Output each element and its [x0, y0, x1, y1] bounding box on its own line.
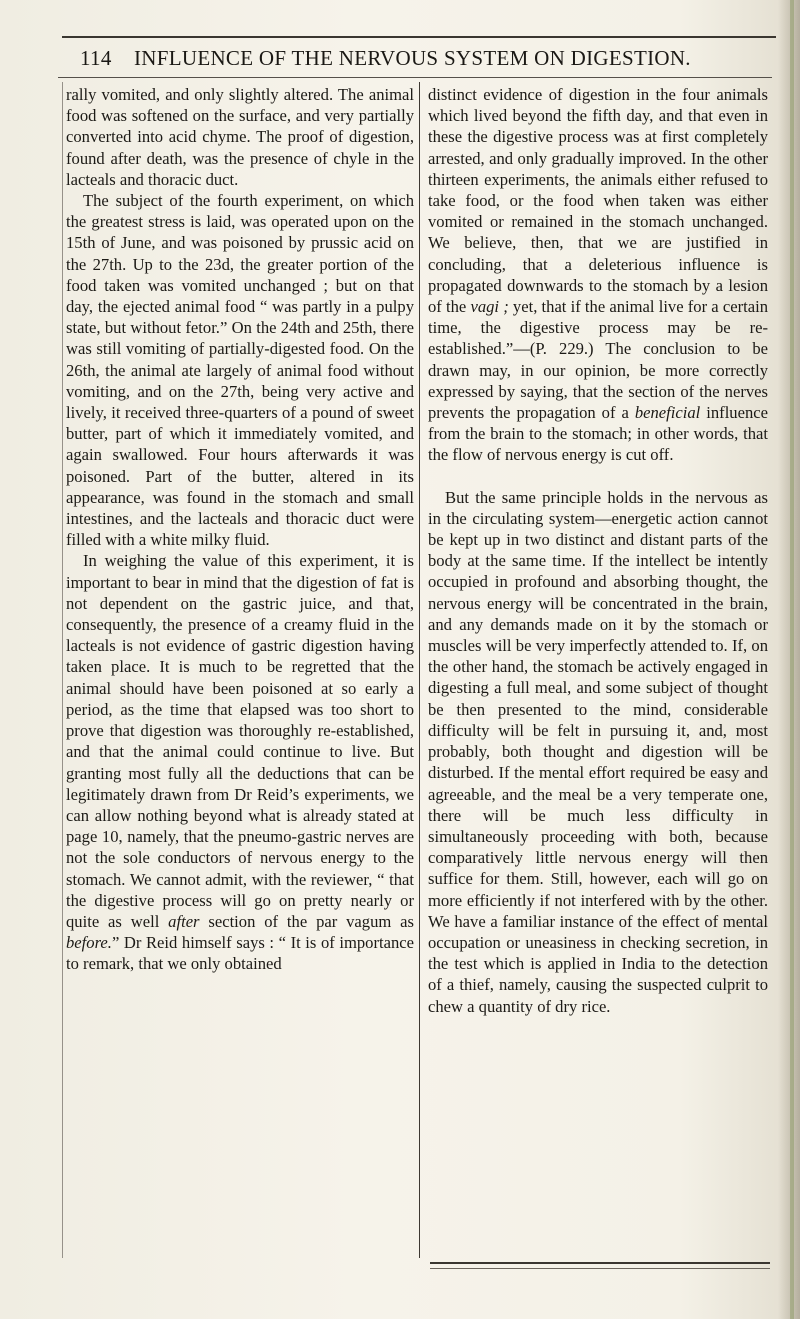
- page-edge-binding: [790, 0, 794, 1319]
- right-column: [428, 84, 768, 1017]
- italic-text: beneficial: [634, 403, 701, 423]
- text-run: In weighing the value of this experiment, it is important to bear in mind that the digestion of fat is not dependent on the gastric juice, and that, consequently, the presence of a creamy fluid in the lacteals is not evidence of gastric digestion having taken place. It is much to be regretted that the animal should have been poisoned at so early a period, as the time that elapsed was too short to prove that digestion was thoroughly re-established, and that the animal could continue to live. But granting most fully all the deductions that can be legitimately drawn from Dr Reid’s experiments, we can allow nothing beyond what is already stated at page 10, namely, that the pneumo-gastric nerves are not the sole conductors of nervous energy to the stomach. We cannot admit, with the reviewer, “ that the digestive process will go on pretty nearly or quite as well: [66, 551, 414, 931]
- left-margin-line: [62, 82, 63, 1258]
- bottom-rule: [430, 1262, 770, 1264]
- page-number: 114: [80, 46, 112, 70]
- text-run: influence from the brain to the stomach; in other words, that the flow of nervous energy is cut off.: [428, 403, 768, 465]
- left-column: [66, 84, 414, 975]
- paragraph: But the same principle holds in the nervous as in the circulating system—energetic action cannot be kept up in two distinct and distant parts of the body at the same time. If the intellect be intently occupied in profound and absorbing thought, the nervous energy will be concentrated in the brain, and any demands made on it by the stomach or muscles will be very imperfectly attended to. If, on the other hand, the stomach be actively engaged in digesting a full meal, and some subject of thought be then presented to the mind, considerable difficulty will be felt in pursuing it, and, most probably, both thought and digestion will be disturbed. If the mental effort required be easy and agreeable, and the meal be a very temperate one, there will be much less difficulty in simultaneously proceeding with both, because comparatively little nervous energy will then suffice for them. Still, however, each will go on more efficiently if not interfered with by the other. We have a familiar instance of the effect of mental occupation or uneasiness in checking secretion, in the test which is applied in India to the detection of a thief, namely, causing the suspected culprit to chew a quantity of dry rice.: [428, 487, 768, 1016]
- italic-text: after: [168, 911, 200, 931]
- running-title: INFLUENCE OF THE NERVOUS SYSTEM ON DIGESTION.: [134, 46, 691, 70]
- header-rule: [58, 77, 772, 78]
- paragraph: [428, 84, 768, 466]
- text-run: ” Dr Reid himself says : “ It is of importance to remark, that we only obtained: [66, 933, 414, 974]
- italic-text: vagi ;: [470, 297, 509, 317]
- text-run: yet, that if the animal live for a certain time, the digestive process may be re-established.”—(P. 229.) The conclusion to be drawn may, in our opinion, be more correctly expressed by saying, that the section of the nerves prevents the propagation of a: [428, 297, 768, 423]
- paragraph: The subject of the fourth experiment, on which the greatest stress is laid, was operated upon on the 15th of June, and was poisoned by prussic acid on the 27th. Up to the 23d, the greater portion of the food taken was vomited unchanged ; but on that day, the ejected animal food “ was partly in a pulpy state, but without fetor.” On the 24th and 25th, there was still vomiting of partially-digested food. On the 26th, the animal ate largely of animal food without vomiting, and on the 27th, being very active and lively, it received three-quarters of a pound of sweet butter, part of which it immediately vomited, and again swallowed. Four hours afterwards it was poisoned. Part of the butter, altered in its appearance, was found in the stomach and small intestines, and the lacteals and thoracic duct were filled with a white milky fluid.: [66, 191, 414, 550]
- text-run: section of the par vagum as: [199, 911, 414, 931]
- running-header: [80, 46, 770, 71]
- text-run: distinct evidence of digestion in the four animals which lived beyond the fifth day, and that even in these the digestive process was at first completely arrested, and only gradually improved. In the other thirteen experiments, the animals either refused to take food, or the food when taken was either vomited or remained in the stomach unchanged. We believe, then, that we are justified in concluding, that a deleterious influence is propagated downwards to the stomach by a lesion of the: [428, 85, 768, 317]
- italic-text: before.: [66, 933, 112, 953]
- column-divider: [419, 82, 420, 1258]
- page-edge-shadow: [778, 0, 800, 1319]
- paragraph: rally vomited, and only slightly altered. The animal food was softened on the surface, and very partially converted into acid chyme. The proof of digestion, found after death, was the presence of chyle in the lacteals and thoracic duct.: [66, 85, 414, 189]
- bottom-rule-thin: [430, 1268, 770, 1269]
- top-rule: [62, 36, 776, 38]
- paragraph: [66, 550, 414, 974]
